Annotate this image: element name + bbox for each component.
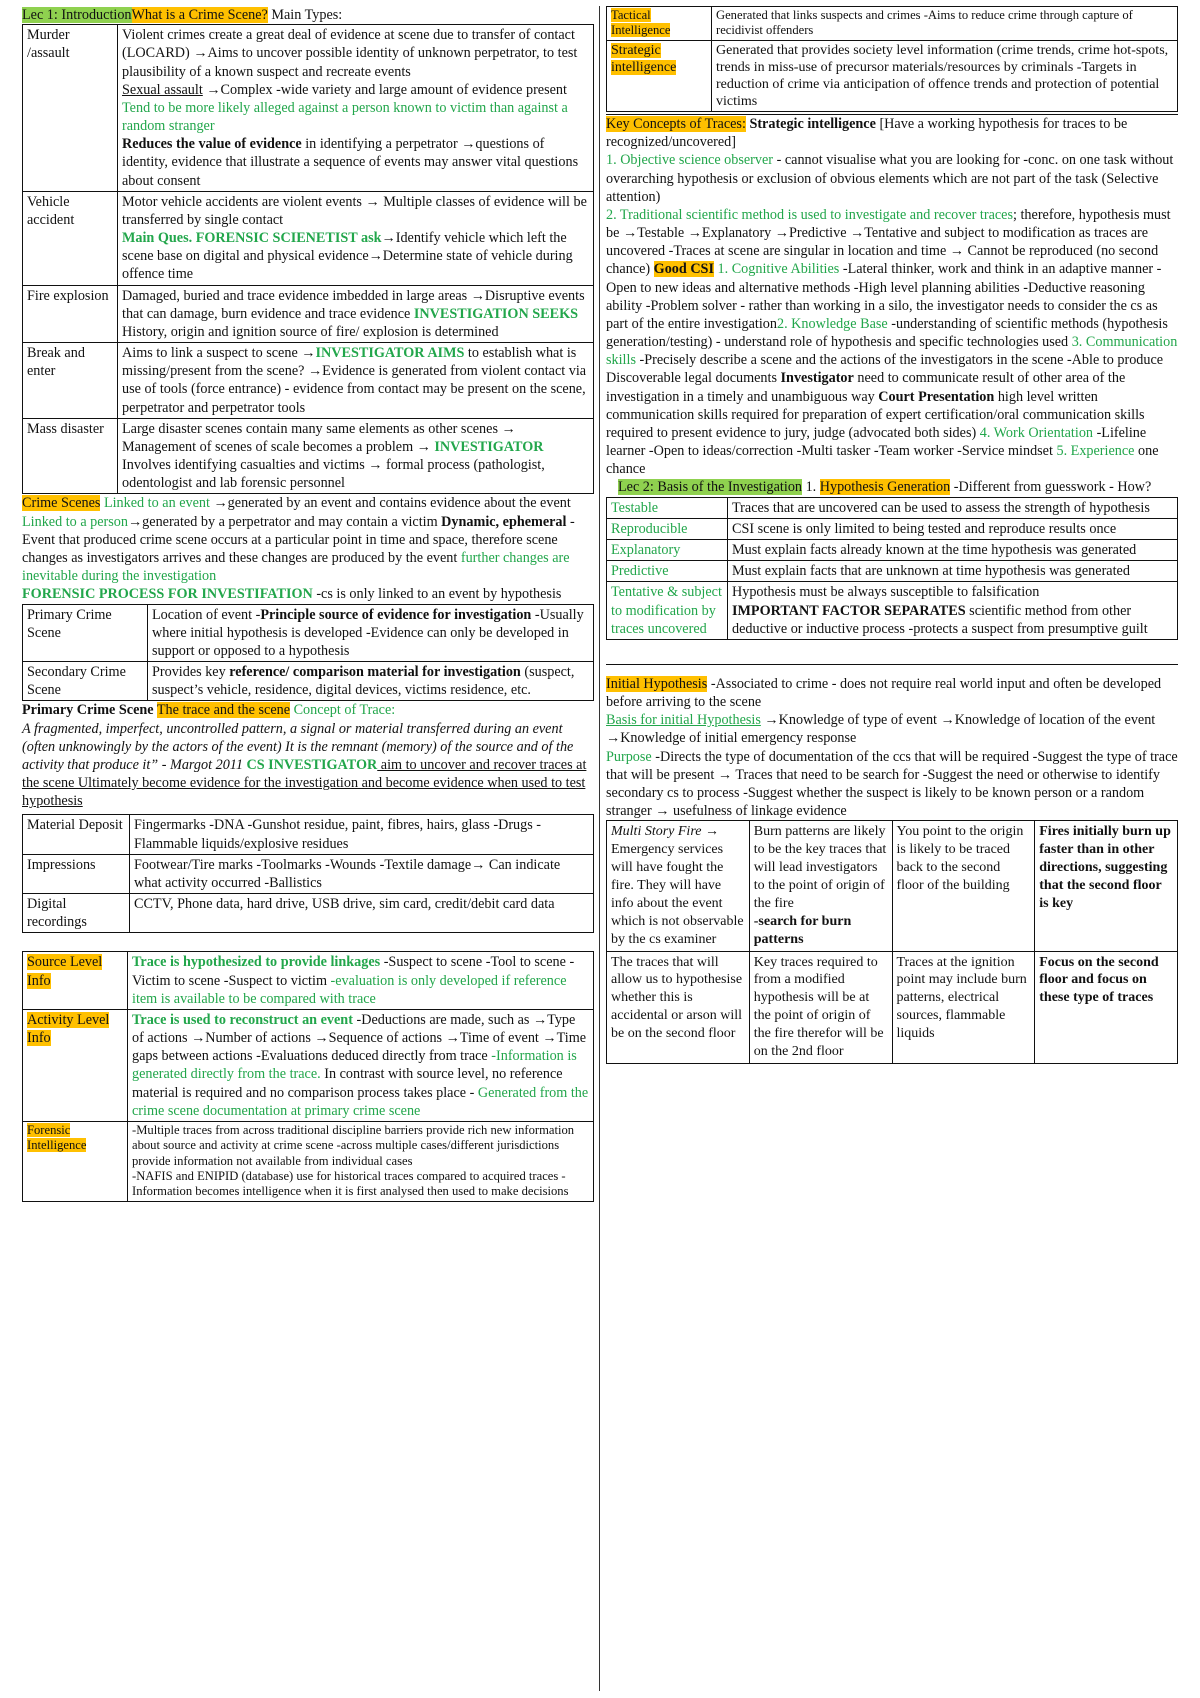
table-row	[607, 539, 1178, 560]
table-row	[23, 854, 594, 893]
intelligence-table	[606, 6, 1178, 112]
type-name: Fire explosion	[23, 285, 118, 343]
criterion-value: Must explain facts already known at the time hypothesis was generated	[728, 539, 1178, 560]
text-bold: Investigator	[780, 370, 854, 387]
text: aim to uncover and recover traces at the scene Ultimately become evidence for the investigation and become evidence when used to test hypothesis	[22, 756, 587, 810]
text: [Have a working hypothesis for traces to be recognized/uncovered]	[606, 116, 1128, 151]
crime-scenes-paragraph	[22, 494, 594, 603]
primary-label: Primary Crime Scene	[22, 702, 154, 719]
text-green: Generated from the crime scene documentation at primary crime scene	[132, 1084, 589, 1119]
column-divider	[599, 6, 600, 1691]
level-name: Source Level Info	[27, 954, 103, 989]
table-row	[23, 815, 594, 854]
right-column	[606, 6, 1178, 1064]
scene-name: Primary Crime Scene	[23, 604, 148, 662]
lec1-heading	[22, 6, 594, 24]
table-row	[607, 582, 1178, 640]
text: -NAFIS and ENIPID (database) use for historical traces compared to acquired traces -Information becomes intelligence when it is first analysed then used to make decisions	[132, 1169, 569, 1199]
csi-label: CS INVESTIGATOR	[246, 756, 378, 773]
text-bold: Strategic intelligence	[749, 116, 876, 133]
text: -cs is only linked to an event by hypothesis	[312, 586, 562, 603]
initial-label: Initial Hypothesis	[606, 675, 708, 692]
text: -Multiple traces from across traditional discipline barriers provide rich new information about source and activity at crime scene -across multiple cases/different jurisdictions provide information not available from individual cases	[132, 1122, 575, 1168]
type-desc: →Complex -wide variety and large amount of evidence present	[202, 81, 567, 98]
type-desc: History, origin and ignition source of fire/ explosion is determined	[122, 323, 499, 340]
text: Burn patterns are likely to be the key traces that will lead investigators to the point of origin of the fire	[753, 824, 887, 911]
type-note: Tend to be more likely alleged against a person known to victim than against a random stranger	[122, 99, 568, 135]
text-bold: Trace is used to reconstruct an event	[132, 1011, 353, 1028]
text: one chance	[606, 443, 1159, 478]
type-name: Mass disaster	[23, 418, 118, 494]
table-row	[607, 7, 1178, 41]
text-green: 4. Work Orientation	[979, 424, 1094, 441]
evidence-value: CCTV, Phone data, hard drive, USB drive, sim card, credit/debit card data	[130, 894, 594, 933]
table-row	[23, 894, 594, 933]
text: -Deductions are made, such as →Type of actions →Number of actions →Sequence of actions →Time of event →Time gaps between actions -Evaluations deduced directly from trace	[132, 1011, 587, 1065]
type-note: INVESTIGATOR AIMS	[315, 345, 465, 362]
text-bold: -search for burn patterns	[753, 913, 852, 947]
text-green: Purpose	[606, 748, 652, 765]
type-name: Murder /assault	[23, 25, 118, 192]
intel-name: Tactical Intelligence	[611, 8, 671, 38]
lec2-label: Lec 2: Basis of the Investigation	[618, 479, 803, 496]
text: -Suspect to scene -Tool to scene -Victim to scene -Suspect to victim	[132, 954, 575, 989]
criterion-value: Must explain facts that are unknown at time hypothesis was generated	[728, 561, 1178, 582]
main-types-label: Main Types:	[271, 7, 343, 23]
table-row	[607, 561, 1178, 582]
text: scientific method from other deductive or inductive process -protects a suspect from presumptive guilt	[732, 602, 1148, 637]
text-green: 5. Experience	[1056, 443, 1135, 460]
text-bold: Court Presentation	[878, 388, 995, 405]
criterion-name: Predictive	[607, 561, 728, 582]
lec2-heading	[606, 478, 1178, 496]
type-desc: →Identify vehicle which left the scene base on digital and physical evidence→Determine state of vehicle during offence time	[122, 230, 573, 283]
type-name: Vehicle accident	[23, 191, 118, 285]
text: -Different from guesswork - How?	[950, 479, 1152, 496]
table-row	[23, 604, 594, 662]
intel-value: Generated that provides society level information (crime trends, crime hot-spots, trends in miss-use of precursor materials/resources by criminals -Targets in reduction of crime via anticipation of offence trends and protection of potential victims	[712, 40, 1178, 111]
key-concepts-paragraph	[606, 114, 1178, 478]
text-green: 1. Cognitive Abilities	[713, 261, 840, 278]
type-question: Main Ques. FORENSIC SCIENETIST ask	[122, 230, 382, 247]
table-row	[23, 191, 594, 285]
text: →generated by an event and contains evidence about the event	[209, 495, 571, 512]
intel-value: Generated that links suspects and crimes -Aims to reduce crime through capture of recidivist offenders	[712, 7, 1178, 41]
text-bold: IMPORTANT FACTOR SEPARATES	[732, 602, 966, 619]
text: -Directs the type of documentation of the ccs that will be required -Suggest the type of trace that will be present → Traces that need to be search for -Suggest the need or otherwise to identify secondary cs to process -Suggest whether the suspect is likely to be known person or a random stranger → usefulness of linkage evidence	[606, 748, 1178, 820]
cell: Key traces required to from a modified hypothesis will be at the point of origin of the fire therefor will be on the 2nd floor	[749, 951, 892, 1063]
type-desc: Damaged, buried and trace evidence imbedded in large areas →Disruptive events that can damage, burn evidence and trace evidence	[122, 287, 585, 322]
text-green: -evaluation is only developed if reference item is available to be compared with trace	[132, 972, 567, 1007]
criterion-name: Tentative & subject to modification by traces uncovered	[607, 582, 728, 640]
text: -Lifeline learner -Open to ideas/correction -Multi tasker -Team worker -Service mindset	[606, 424, 1147, 460]
criterion-name: Reproducible	[607, 518, 728, 539]
type-desc: in identifying a perpetrator →questions of identity, evidence that illustrate a sequence of events may answer vital questions about consent	[122, 136, 579, 189]
criteria-table	[606, 497, 1178, 640]
text: -Event that produced crime scene occurs at a particular point in time and space, therefore scene changes as investigators arrives and these changes are produced by the event	[22, 513, 575, 566]
text: -Usually where initial hypothesis is developed -Evidence can only be developed in support or opposed to a hypothesis	[152, 606, 584, 659]
text-green: further changes are inevitable during the investigation	[22, 549, 570, 585]
text-bold: reference/ comparison material for investigation	[229, 664, 521, 681]
table-row	[23, 1121, 594, 1201]
cell: The traces that will allow us to hypothesise whether this is accidental or arson will be on the second floor	[607, 951, 750, 1063]
scene-name: Secondary Crime Scene	[23, 662, 148, 701]
table-row	[607, 518, 1178, 539]
linked-event: Linked to an event	[103, 495, 210, 512]
text: Provides key	[152, 664, 230, 681]
level-name: Forensic Intelligence	[27, 1122, 87, 1153]
text: Hypothesis must be always susceptible to falsification	[732, 584, 1040, 601]
table-row	[23, 343, 594, 419]
text-bold: Trace is hypothesized to provide linkages	[132, 954, 381, 971]
table-row	[607, 821, 1178, 951]
dynamic-label: Dynamic, ephemeral	[441, 513, 567, 530]
type-desc: Motor vehicle accidents are violent events → Multiple classes of evidence will be transferred by single contact	[122, 193, 587, 228]
levels-table	[22, 951, 594, 1201]
text-green: -Information is generated directly from the trace.	[132, 1048, 577, 1083]
text: →generated by a perpetrator and may contain a victim	[127, 513, 442, 530]
table-row	[607, 951, 1178, 1063]
initial-hypothesis-paragraph	[606, 675, 1178, 820]
table-row	[607, 497, 1178, 518]
text: -understanding of scientific methods (hypothesis generation/testing) - understand role of hypothesis and specific technologies used	[606, 315, 1168, 351]
left-column	[22, 6, 594, 1202]
table-row	[23, 1009, 594, 1121]
type-name: Break and enter	[23, 343, 118, 419]
type-desc: Large disaster scenes contain many same elements as other scenes → Management of scenes of scale becomes a problem →	[122, 420, 516, 455]
cell: Fires initially burn up faster than in other directions, suggesting that the second floor is key	[1035, 821, 1178, 951]
text-green: 1. Objective science observer	[606, 152, 774, 169]
sexual-assault-label: Sexual assault	[122, 81, 203, 98]
cell: You point to the origin is likely to be traced back to the second floor of the building	[892, 821, 1035, 951]
text-green: 3. Communication skills	[606, 334, 1178, 369]
multi-story-fire-table	[606, 820, 1178, 1064]
intel-name: Strategic intelligence	[611, 42, 677, 75]
text: high level written communication skills required for preparation of expert certification/oral communication skills required to present evidence to jury, judge (advocated both sides)	[606, 388, 1145, 441]
trace-quote: A fragmented, imperfect, uncontrolled pattern, a signal or material transferred during an event (often unknowingly by the actors of the event) It is the remnant (memory) of the source and of the activity that produce it” - Margot 2011	[22, 720, 574, 773]
type-desc: to establish what is missing/present from the scene? →Evidence is generated from violent contact via use of tools (force entrance) - evidence from contact may be present on the scene, perpetrator and perpetrator tools	[122, 345, 587, 416]
crime-scenes-label: Crime Scenes	[22, 495, 101, 512]
cell: Traces at the ignition point may include burn patterns, electrical sources, flammable liquids	[892, 951, 1035, 1063]
text: (suspect, suspect’s vehicle, residence, digital devices, victims residence, etc.	[152, 664, 575, 699]
type-note: INVESTIGATION SEEKS	[413, 305, 579, 322]
text: →Knowledge of type of event →Knowledge of location of the event →Knowledge of initial emergency response	[606, 712, 1156, 747]
table-row	[23, 662, 594, 701]
evidence-name: Material Deposit	[23, 815, 130, 854]
text: need to communicate result of other area of the investigation in a timely and unambiguous way	[606, 370, 1126, 405]
criterion-value: CSI scene is only limited to being tested and reproduce results once	[728, 518, 1178, 539]
text: ; therefore, hypothesis must be →Testable →Explanatory →Predictive →Tentative and subject to modification as traces are uncovered -Traces at scene are singular in location and time → Cannot be reproduced (no second chance)	[606, 206, 1171, 278]
text: -Associated to crime - does not require real world input and often be developed before arriving to the scene	[606, 675, 1162, 711]
criterion-value: Traces that are uncovered can be used to assess the strength of hypothesis	[728, 497, 1178, 518]
table-row	[23, 418, 594, 494]
evidence-name: Impressions	[23, 854, 130, 893]
scene-table	[22, 604, 594, 702]
concept-label: Concept of Trace:	[293, 702, 396, 719]
hypothesis-label: Hypothesis Generation	[819, 479, 951, 496]
type-desc: Violent crimes create a great deal of evidence at scene due to transfer of contact (LOCARD) →Aims to uncover possible identity of unknown perpetrator, to test plausibility of a known suspect and recreate events	[122, 27, 578, 80]
evidence-name: Digital recordings	[23, 894, 130, 933]
text: Location of event -	[152, 606, 261, 623]
lec1-question: What is a Crime Scene?	[131, 7, 268, 23]
evidence-table	[22, 814, 594, 933]
process-label: FORENSIC PROCESS FOR INVESTIFATION	[22, 586, 313, 603]
text: - cannot visualise what you are looking for -conc. on one task without overarching hypothesis or exclusion of obvious elements which are not part of the task (Selective attention)	[606, 152, 1174, 205]
multi-title: Multi Story Fire	[611, 824, 702, 840]
table-row	[23, 25, 594, 192]
text: → Emergency services will have fought the fire. They will have info about the event which is not observable by the cs examiner	[611, 824, 744, 947]
lec1-label: Lec 1: Introduction	[22, 7, 132, 23]
criterion-name: Explanatory	[607, 539, 728, 560]
cell: Focus on the second floor and focus on these type of traces	[1035, 951, 1178, 1063]
table-row	[607, 40, 1178, 111]
evidence-value: Footwear/Tire marks -Toolmarks -Wounds -Textile damage→ Can indicate what activity occurred -Ballistics	[130, 854, 594, 893]
criterion-name: Testable	[607, 497, 728, 518]
section-rule	[606, 640, 1178, 665]
text-bold: Principle source of evidence for investigation	[260, 606, 532, 623]
type-emph: Reduces the value of evidence	[122, 136, 302, 153]
level-name: Activity Level Info	[27, 1011, 110, 1047]
text: In contrast with source level, no reference material is required and no comparison process takes place -	[132, 1066, 563, 1101]
text: -Precisely describe a scene and the actions of the investigators in the scene -Able to produce Discoverable legal documents	[606, 352, 1164, 387]
type-desc: Aims to link a suspect to scene →	[122, 345, 316, 362]
text: 1.	[802, 479, 820, 496]
text: -Lateral thinker, work and think in an adaptive manner -Open to new ideas and alternative methods -High level planning abilities -Deductive reasoning ability -Problem solver - rather than working in a silo, the investigator needs to consider the cs as part of the entire investigation	[606, 261, 1162, 332]
good-csi-label: Good CSI	[653, 261, 714, 278]
text-green: 2. Knowledge Base	[776, 315, 888, 332]
type-desc: Involves identifying casualties and victims → formal process (pathologist, odentologist and lab forensic personnel	[122, 457, 545, 492]
crime-types-table	[22, 24, 594, 494]
text-green: Basis for initial Hypothesis	[606, 712, 761, 729]
table-row	[23, 952, 594, 1010]
linked-person: Linked to a person	[22, 513, 128, 530]
primary-scene-paragraph	[22, 701, 594, 810]
key-concepts-label: Key Concepts of Traces:	[606, 116, 746, 133]
type-note: INVESTIGATOR	[434, 438, 544, 455]
table-row	[23, 285, 594, 343]
evidence-value: Fingermarks -DNA -Gunshot residue, paint, fibres, hairs, glass -Drugs -Flammable liquids/explosive residues	[130, 815, 594, 854]
trace-scene-label: The trace and the scene	[156, 702, 291, 719]
text-green: 2. Traditional scientific method is used to investigate and recover traces	[606, 206, 1013, 223]
